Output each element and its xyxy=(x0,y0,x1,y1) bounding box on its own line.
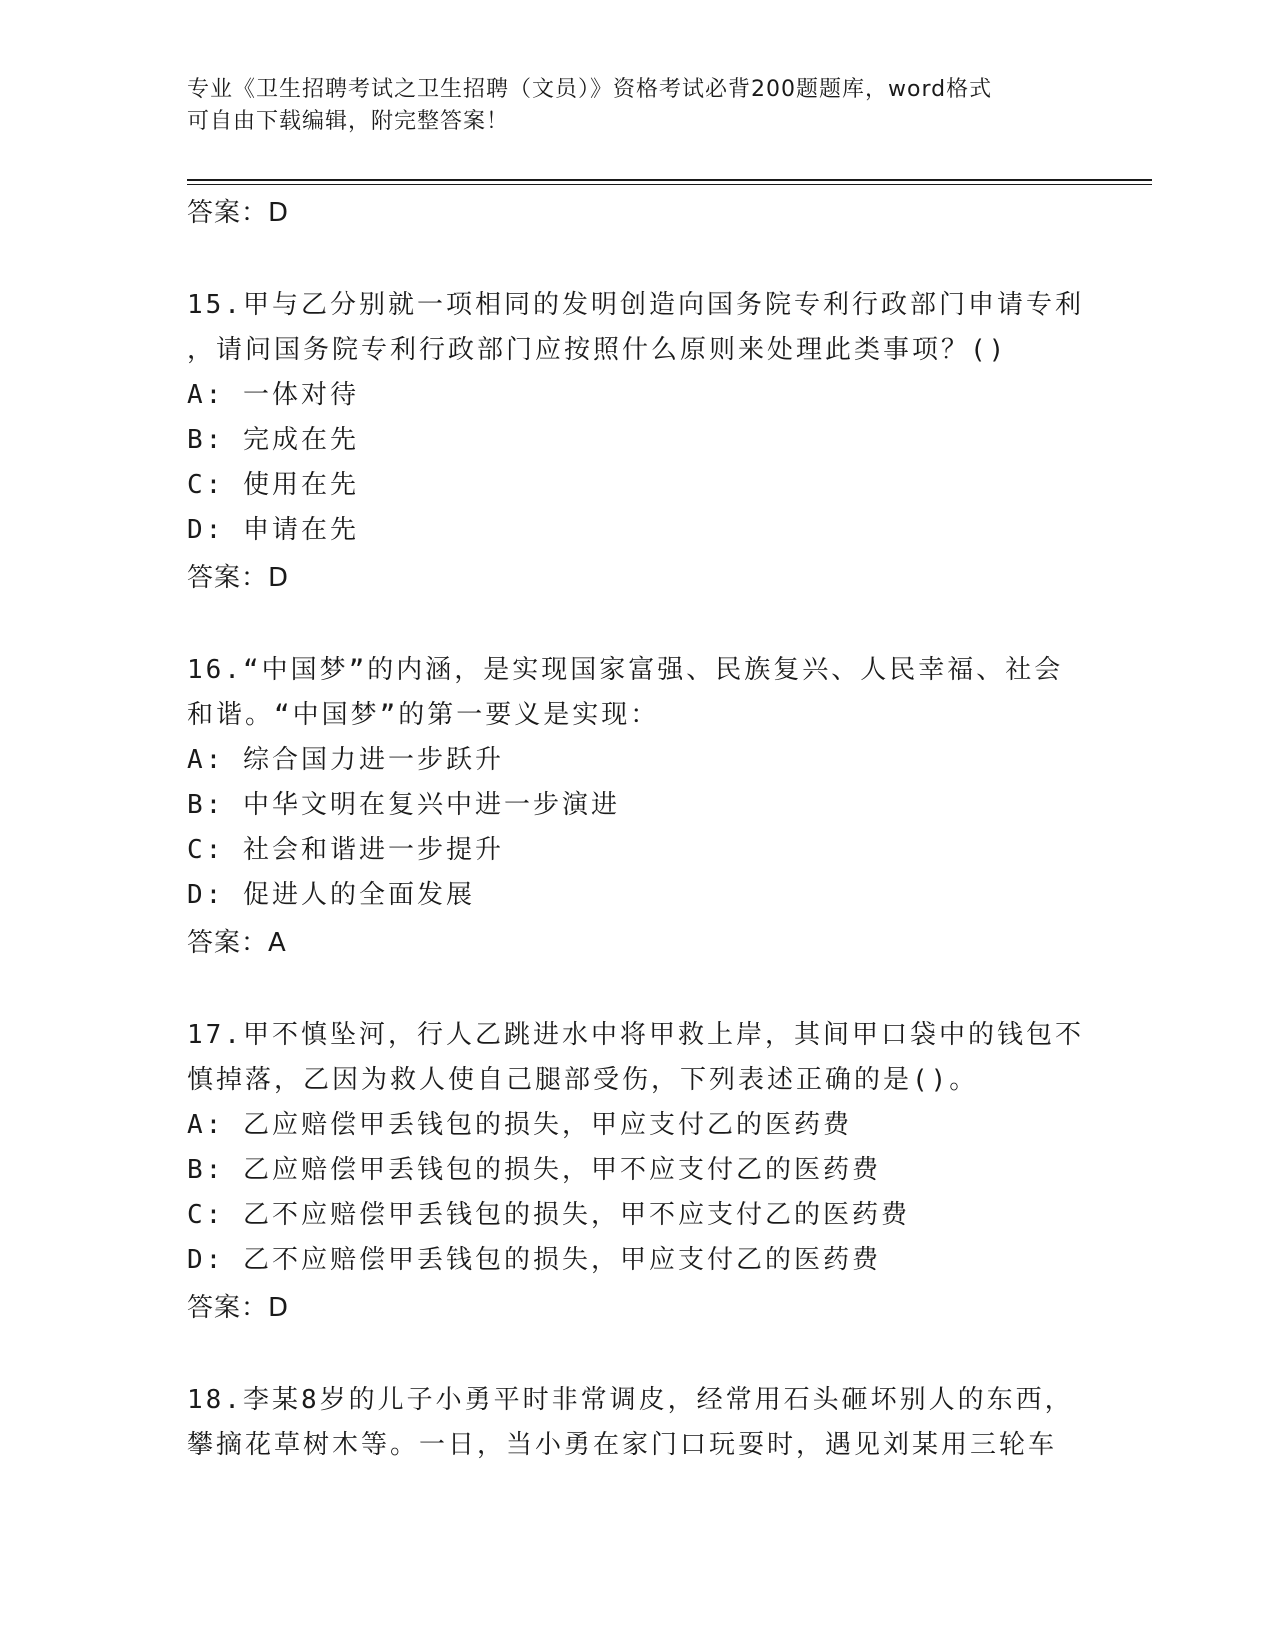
option-d: D: 申请在先 xyxy=(187,515,359,545)
option-d: D: 促进人的全面发展 xyxy=(187,880,475,910)
question-18 xyxy=(187,1378,1087,1468)
question-text-line: 和谐。“中国梦”的第一要义是实现： xyxy=(187,700,660,730)
question-text-line: 攀摘花草树木等。一日，当小勇在家门口玩耍时，遇见刘某用三轮车 xyxy=(187,1430,1058,1460)
option-c: C: 社会和谐进一步提升 xyxy=(187,835,504,865)
option-b: B: 完成在先 xyxy=(187,425,359,455)
option-c: C: 乙不应赔偿甲丢钱包的损失，甲不应支付乙的医药费 xyxy=(187,1200,910,1230)
question-text-line: 16.“中国梦”的内涵，是实现国家富强、民族复兴、人民幸福、社会 xyxy=(187,655,1064,685)
previous-answer: 答案：D xyxy=(187,197,290,228)
document-body xyxy=(187,190,1087,1468)
option-d: D: 乙不应赔偿甲丢钱包的损失，甲应支付乙的医药费 xyxy=(187,1245,881,1275)
header-line-1: 专业《卫生招聘考试之卫生招聘（文员）》资格考试必背200题题库，word格式 xyxy=(187,77,993,102)
option-c: C: 使用在先 xyxy=(187,470,359,500)
question-text-line: 慎掉落，乙因为救人使自己腿部受伤，下列表述正确的是()。 xyxy=(187,1065,979,1095)
question-17 xyxy=(187,1013,1087,1330)
question-text-line: 17.甲不慎坠河，行人乙跳进水中将甲救上岸，其间甲口袋中的钱包不 xyxy=(187,1020,1084,1050)
question-text-line: 15.甲与乙分别就一项相同的发明创造向国务院专利行政部门申请专利 xyxy=(187,290,1084,320)
header-rule xyxy=(187,179,1152,181)
option-b: B: 乙应赔偿甲丢钱包的损失，甲不应支付乙的医药费 xyxy=(187,1155,881,1185)
header-rule-thin xyxy=(187,184,1152,185)
option-b: B: 中华文明在复兴中进一步演进 xyxy=(187,790,620,820)
answer: 答案：A xyxy=(187,927,287,958)
question-16 xyxy=(187,648,1087,965)
header-line-2: 可自由下载编辑，附完整答案！ xyxy=(187,109,510,134)
question-text-line: ，请问国务院专利行政部门应按照什么原则来处理此类事项？() xyxy=(187,335,1008,365)
question-15 xyxy=(187,283,1087,600)
option-a: A: 乙应赔偿甲丢钱包的损失，甲应支付乙的医药费 xyxy=(187,1110,852,1140)
answer: 答案：D xyxy=(187,1292,290,1323)
document-header xyxy=(187,74,1087,138)
question-text-line: 18.李某8岁的儿子小勇平时非常调皮，经常用石头砸坏别人的东西， xyxy=(187,1385,1074,1415)
option-a: A: 综合国力进一步跃升 xyxy=(187,745,504,775)
option-a: A: 一体对待 xyxy=(187,380,359,410)
answer: 答案：D xyxy=(187,562,290,593)
